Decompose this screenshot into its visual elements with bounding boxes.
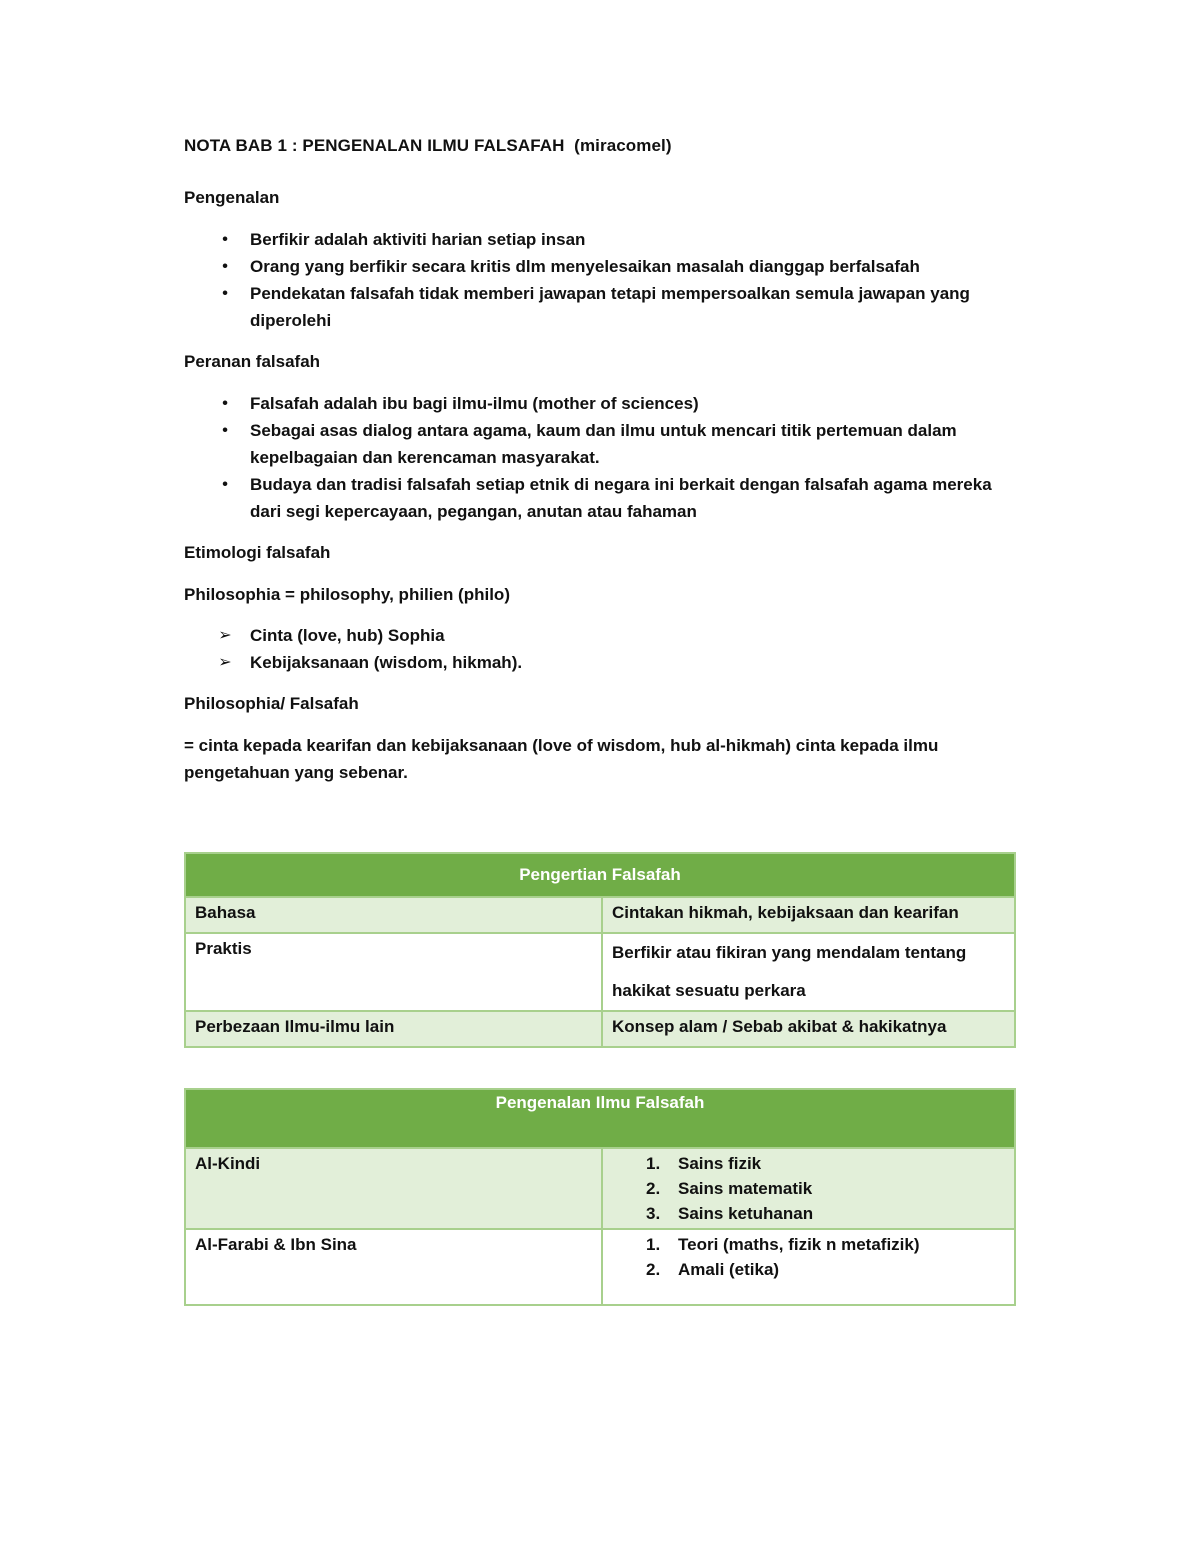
table-cell-value: Cintakan hikmah, kebijaksaan dan kearifan [602,897,1015,933]
table-cell-label: Al-Farabi & Ibn Sina [185,1229,602,1305]
list-item: • Budaya dan tradisi falsafah setiap etnik di negara ini berkait dengan falsafah agama mereka dari segi kepercayaan, pegangan, anutan atau fahaman [184,471,1016,525]
arrow-bullet-icon: ➢ [218,627,232,644]
table-cell-value [602,1148,1015,1229]
list-item: • Berfikir adalah aktiviti harian setiap insan [184,226,1016,253]
list-item: 1. Sains fizik [646,1154,762,1173]
table-cell-label: Perbezaan Ilmu-ilmu lain [185,1011,602,1047]
pengenalan-list [184,226,1016,334]
bullet-icon: • [222,476,228,493]
table-header: Pengenalan Ilmu Falsafah [185,1089,1015,1148]
table-row [185,1011,1015,1047]
list-item: • Orang yang berfikir secara kritis dlm menyelesaikan masalah dianggap berfalsafah [184,253,1016,280]
table-row [185,1229,1015,1305]
pengertian-table [184,852,1016,1048]
table-row [185,897,1015,933]
document-title: NOTA BAB 1 : PENGENALAN ILMU FALSAFAH (miracomel) [184,136,672,155]
bullet-icon: • [222,422,228,439]
document-page [184,132,1016,1306]
table-cell-value [602,1229,1015,1305]
table-cell-value: Konsep alam / Sebab akibat & hakikatnya [602,1011,1015,1047]
section-heading-etimologi: Etimologi falsafah [184,543,331,562]
list-item: • Pendekatan falsafah tidak memberi jawapan tetapi mempersoalkan semula jawapan yang diperolehi [184,280,1016,334]
table-cell-label: Praktis [185,933,602,1011]
definition-paragraph: = cinta kepada kearifan dan kebijaksanaan (love of wisdom, hub al-hikmah) cinta kepada ilmu pengetahuan yang sebenar. [184,736,939,782]
table-row [185,933,1015,1011]
table-cell-value: Berfikir atau fikiran yang mendalam tentang hakikat sesuatu perkara [602,933,1015,1011]
list-item: 2. Sains matematik [646,1179,813,1198]
numbered-list [612,1151,1005,1226]
numbered-list [612,1232,1005,1282]
etimologi-list [184,622,1016,676]
list-item: • Falsafah adalah ibu bagi ilmu-ilmu (mother of sciences) [184,390,1016,417]
bullet-icon: • [222,231,228,248]
table-row [185,1148,1015,1229]
table-header: Pengertian Falsafah [185,853,1015,897]
list-item: 1. Teori (maths, fizik n metafizik) [646,1235,920,1254]
table-header-row [185,853,1015,897]
bullet-icon: • [222,258,228,275]
table-header-row [185,1089,1015,1148]
list-item: 3. Sains ketuhanan [646,1204,814,1223]
bullet-icon: • [222,285,228,302]
list-item: 2. Amali (etika) [646,1260,780,1279]
peranan-list [184,390,1016,525]
table-cell-label: Al-Kindi [185,1148,602,1229]
bullet-icon: • [222,395,228,412]
list-item: ➢ Cinta (love, hub) Sophia [184,622,1016,649]
pengenalan-ilmu-table [184,1088,1016,1306]
section-heading-peranan: Peranan falsafah [184,352,321,371]
table-cell-label: Bahasa [185,897,602,933]
list-item: ➢ Kebijaksanaan (wisdom, hikmah). [184,649,1016,676]
section-subheading-philosophia: Philosophia/ Falsafah [184,694,359,713]
arrow-bullet-icon: ➢ [218,654,232,671]
list-item: • Sebagai asas dialog antara agama, kaum dan ilmu untuk mencari titik pertemuan dalam kepelbagaian dan kerencaman masyarakat. [184,417,1016,471]
etimologi-line: Philosophia = philosophy, philien (philo) [184,585,510,604]
section-heading-pengenalan: Pengenalan [184,188,280,207]
